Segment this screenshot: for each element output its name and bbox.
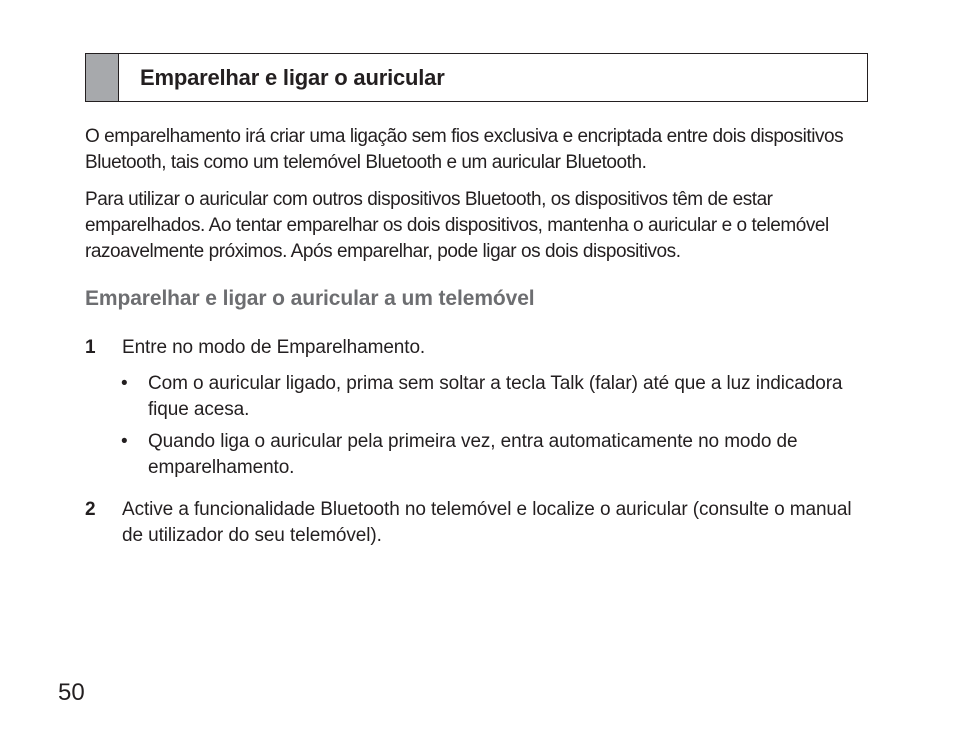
section-header-marker [86,54,119,101]
subheading: Emparelhar e ligar o auricular a um telemóvel [85,287,535,310]
step-text: Active a funcionalidade Bluetooth no telemóvel e localize o auricular (consulte o manual de utilizador do seu telemóvel). [122,499,852,546]
step-2 [85,497,875,549]
intro-paragraph-2: Para utilizar o auricular com outros dispositivos Bluetooth, os dispositivos têm de estar emparelhados. Ao tentar emparelhar os dois dispositivos, mantenha o auricular e o telemóvel razoavelmente próximos. Após emparelhar, pode ligar os dois dispositivos. [85,189,829,262]
bullet-item-1 [121,371,861,423]
intro-paragraph-1: O emparelhamento irá criar uma ligação sem fios exclusiva e encriptada entre dois dispositivos Bluetooth, tais como um telemóvel Bluetooth e um auricular Bluetooth. [85,126,844,173]
page-number: 50 [58,679,85,706]
bullet-marker: • [121,373,128,394]
step-text: Entre no modo de Emparelhamento. [122,337,426,358]
bullet-text: Quando liga o auricular pela primeira vez, entra automaticamente no modo de emparelhamento. [148,431,798,478]
section-header [85,53,868,102]
bullet-text: Com o auricular ligado, prima sem soltar a tecla Talk (falar) até que a luz indicadora fique acesa. [148,373,843,420]
section-title: Emparelhar e ligar o auricular [140,65,445,90]
step-1 [85,335,875,361]
bullet-item-2 [121,429,861,481]
step-number: 1 [85,337,96,358]
step-number: 2 [85,499,96,520]
bullet-marker: • [121,431,128,452]
